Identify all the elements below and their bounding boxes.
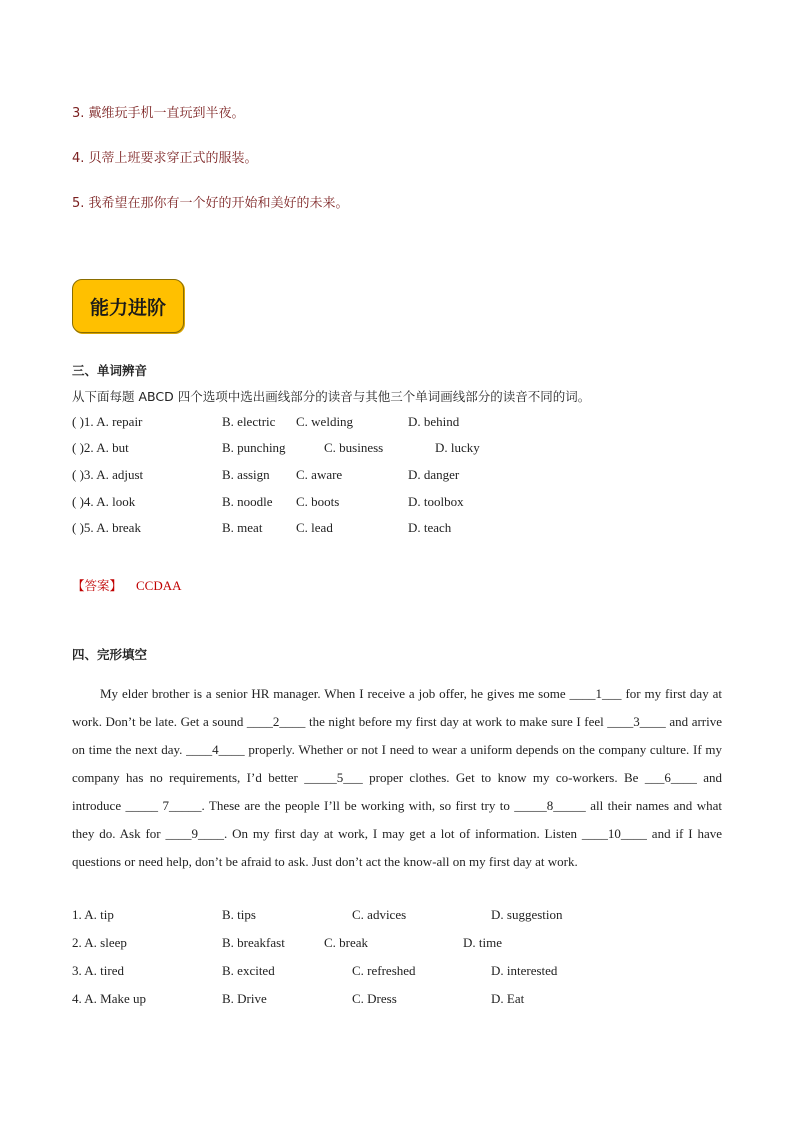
question-option-a: ( )5. A. break [72, 520, 141, 535]
cloze-passage: My elder brother is a senior HR manager. When I receive a job offer, he gives me some ____1___ for my first day at work. Don’t be late. Get a sound ____2____ the night before my first day at work to make sure I feel ____3____ and arrive on time the next day. ____4____ properly. Whether or not I need to wear a uniform depends on the company culture. If my company has no requirements, I’d better _____5___ proper clothes. Get to know my co-workers. Be ___6____ and introduce _____ 7_____. These are the people I’ll be working with, so first try to _____8_____ all their names and what they do. Ask for ____9____. On my first day at work, I may get a lot of information. Listen ____10____ and if I have questions or need help, don’t be afraid to ask. Just don’t act the know-all on my first day at work. [72, 686, 722, 869]
option-row [72, 935, 722, 953]
option-b: B. breakfast [222, 935, 285, 950]
question-option-d: D. teach [408, 520, 452, 535]
question-option-d: D. danger [408, 467, 460, 482]
section3-instruction: 从下面每题 ABCD 四个选项中选出画线部分的读音与其他三个单词画线部分的读音不同的词。 [72, 389, 591, 404]
option-d: D. Eat [491, 991, 525, 1006]
option-a: 3. A. tired [72, 963, 124, 978]
option-d: D. time [463, 935, 502, 950]
question-option-c: C. business [324, 440, 384, 455]
question-option-b: B. punching [222, 440, 286, 455]
option-d: D. interested [491, 963, 558, 978]
question-option-d: D. toolbox [408, 494, 464, 509]
translation-item-5: 5. 我希望在那你有一个好的开始和美好的未来。 [72, 196, 349, 211]
option-a: 1. A. tip [72, 907, 114, 922]
question-option-b: B. assign [222, 467, 270, 482]
question-option-d: D. lucky [435, 440, 480, 455]
question-option-a: ( )4. A. look [72, 494, 136, 509]
question-option-d: D. behind [408, 414, 460, 429]
question-row [72, 494, 722, 512]
option-row [72, 963, 722, 981]
option-c: C. break [324, 935, 369, 950]
translation-item-3: 3. 戴维玩手机一直玩到半夜。 [72, 106, 245, 121]
question-row [72, 520, 722, 538]
question-row [72, 440, 722, 458]
answer-tag: 【答案】 [72, 578, 123, 593]
question-option-b: B. noodle [222, 494, 273, 509]
option-c: C. Dress [352, 991, 397, 1006]
option-c: C. refreshed [352, 963, 416, 978]
question-option-c: C. boots [296, 494, 340, 509]
question-row [72, 467, 722, 485]
option-c: C. advices [352, 907, 407, 922]
question-option-b: B. meat [222, 520, 263, 535]
section-badge: 能力进阶 [72, 279, 184, 333]
option-b: B. excited [222, 963, 275, 978]
translation-item-4: 4. 贝蒂上班要求穿正式的服装。 [72, 151, 258, 166]
option-b: B. tips [222, 907, 256, 922]
question-option-a: ( )1. A. repair [72, 414, 143, 429]
answer-line [72, 576, 182, 594]
question-option-b: B. electric [222, 414, 276, 429]
option-a: 2. A. sleep [72, 935, 127, 950]
question-option-a: ( )2. A. but [72, 440, 129, 455]
option-row [72, 907, 722, 925]
question-row [72, 414, 722, 432]
option-d: D. suggestion [491, 907, 563, 922]
section3-title: 三、单词辨音 [72, 363, 148, 378]
answer-value: CCDAA [136, 578, 182, 593]
option-row [72, 991, 722, 1009]
question-option-c: C. aware [296, 467, 343, 482]
question-option-a: ( )3. A. adjust [72, 467, 144, 482]
question-option-c: C. welding [296, 414, 354, 429]
option-b: B. Drive [222, 991, 267, 1006]
section4-title: 四、完形填空 [72, 647, 148, 662]
question-option-c: C. lead [296, 520, 333, 535]
option-a: 4. A. Make up [72, 991, 147, 1006]
